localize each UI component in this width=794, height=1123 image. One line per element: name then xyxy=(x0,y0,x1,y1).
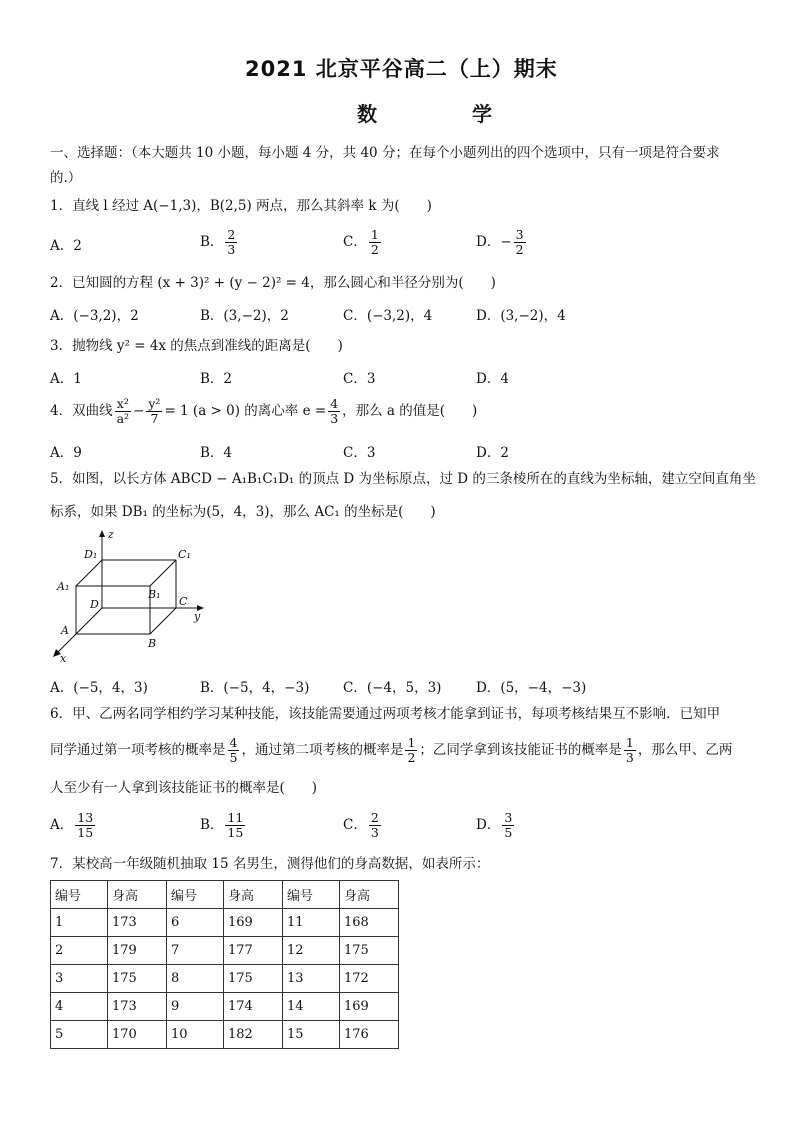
table-row xyxy=(51,993,399,1021)
table-cell: 182 xyxy=(224,1021,283,1049)
q4-option-d: D．2 xyxy=(476,445,509,461)
q7-stem: 7．某校高一年级随机抽取 15 名男生，测得他们的身高数据，如表所示： xyxy=(50,856,490,872)
table-cell: 3 xyxy=(51,965,108,993)
edge-bc xyxy=(150,608,176,634)
label-y: y xyxy=(194,610,201,623)
table-cell: 175 xyxy=(108,965,167,993)
q5-option-c: C．(−4，5，3) xyxy=(343,680,442,696)
q5-line1: 5．如图，以长方体 ABCD − A₁B₁C₁D₁ 的顶点 D 为坐标原点，过 D 的三条棱所在的直线为坐标轴，建立空间直角坐 xyxy=(50,471,756,487)
label-c1: C₁ xyxy=(178,548,191,561)
table-cell: 8 xyxy=(167,965,224,993)
table-cell: 4 xyxy=(51,993,108,1021)
q1-option-a: A．2 xyxy=(50,238,82,254)
q5-option-b: B．(−5，4，−3) xyxy=(200,680,310,696)
table-row xyxy=(51,937,399,965)
q3-option-b: B．2 xyxy=(200,371,233,387)
table-cell: 10 xyxy=(167,1021,224,1049)
q1-option-c: C． $\frac{1}{2}$ xyxy=(343,227,379,257)
q4-stem: 4．双曲线 $\frac{\text{x²}}{\text{a²}}$ − $\frac{\text{y²}}{7}$ = 1 (a > 0) 的离心率 e = $\frac{4}{3}$ ，那么 a 的值是( ) xyxy=(50,396,478,426)
front-face xyxy=(76,586,150,634)
table-row xyxy=(51,909,399,937)
q2-option-c: C．(−3,2)，4 xyxy=(343,308,433,324)
q6-line1: 6．甲、乙两名同学相约学习某种技能，该技能需要通过两项考核才能拿到证书，每项考核结果互不影响．已知甲 xyxy=(50,706,721,722)
table-header-cell: 编号 xyxy=(51,881,108,909)
table-cell: 14 xyxy=(283,993,340,1021)
z-axis-arrow xyxy=(99,530,105,537)
table-cell: 179 xyxy=(108,937,167,965)
table-cell: 174 xyxy=(224,993,283,1021)
label-d1: D₁ xyxy=(84,548,98,561)
section-intro-line1: 一、选择题：（本大题共 10 小题，每小题 4 分，共 40 分；在每个小题列出的四个选项中，只有一项是符合要求 xyxy=(50,145,720,161)
table-header-cell: 身高 xyxy=(224,881,283,909)
page-title: 2021 北京平谷高二（上）期末 xyxy=(245,57,558,81)
table-row xyxy=(51,965,399,993)
table-header-cell: 编号 xyxy=(283,881,340,909)
table-cell: 175 xyxy=(340,937,399,965)
q1-option-b: B． $\frac{2}{3}$ xyxy=(200,227,236,257)
label-a: A xyxy=(61,624,69,637)
label-a1: A₁ xyxy=(57,580,70,593)
table-cell: 176 xyxy=(340,1021,399,1049)
table-cell: 6 xyxy=(167,909,224,937)
table-cell: 13 xyxy=(283,965,340,993)
table-cell: 168 xyxy=(340,909,399,937)
label-x: x xyxy=(60,652,67,665)
table-header-cell: 编号 xyxy=(167,881,224,909)
q6-line2: 同学通过第一项考核的概率是 $\frac{4}{5}$ ，通过第二项考核的概率是 $\frac{1}{2}$ ；乙同学拿到该技能证书的概率是 $\frac{1}{3}$ ，那么甲、乙两 xyxy=(50,735,733,765)
q3-option-d: D．4 xyxy=(476,371,509,387)
q5-option-a: A．(−5，4，3) xyxy=(50,680,148,696)
label-b: B xyxy=(148,637,157,650)
q6-line3: 人至少有一人拿到该技能证书的概率是( ) xyxy=(50,780,318,796)
subject-title: 数 学 xyxy=(357,102,536,126)
q5-line2: 标系，如果 DB₁ 的坐标为(5，4，3)，那么 AC₁ 的坐标是( ) xyxy=(50,504,436,520)
q2-option-b: B．(3,−2)，2 xyxy=(200,308,289,324)
table-cell: 169 xyxy=(340,993,399,1021)
edge-b1c1 xyxy=(150,560,176,586)
q4-option-c: C．3 xyxy=(343,445,376,461)
table-header-cell: 身高 xyxy=(108,881,167,909)
table-cell: 177 xyxy=(224,937,283,965)
height-table xyxy=(50,880,399,1049)
q6-option-c: C． $\frac{2}{3}$ xyxy=(343,810,379,840)
q2-stem: 2．已知圆的方程 (x + 3)² + (y − 2)² = 4，那么圆心和半径分别为( ) xyxy=(50,275,496,291)
q1-stem: 1．直线 l 经过 A(−1,3)，B(2,5) 两点，那么其斜率 k 为( ) xyxy=(50,198,432,214)
table-cell: 1 xyxy=(51,909,108,937)
q3-option-a: A．1 xyxy=(50,371,82,387)
q6-option-a: A． $\frac{13}{15}$ xyxy=(50,810,94,840)
section-intro-line2: 的.） xyxy=(50,170,82,186)
label-z: z xyxy=(108,528,114,541)
table-header-row xyxy=(51,881,399,909)
table-cell: 15 xyxy=(283,1021,340,1049)
table-cell: 12 xyxy=(283,937,340,965)
table-cell: 11 xyxy=(283,909,340,937)
q4-option-a: A．9 xyxy=(50,445,82,461)
q4-option-b: B．4 xyxy=(200,445,233,461)
table-cell: 175 xyxy=(224,965,283,993)
label-d: D xyxy=(90,598,99,611)
label-c: C xyxy=(179,595,188,608)
table-cell: 173 xyxy=(108,993,167,1021)
label-b1: B₁ xyxy=(148,588,161,601)
table-cell: 173 xyxy=(108,909,167,937)
table-cell: 172 xyxy=(340,965,399,993)
table-header-cell: 身高 xyxy=(340,881,399,909)
q1-option-d: D．− $\frac{3}{2}$ xyxy=(476,227,524,257)
q2-option-a: A．(−3,2)，2 xyxy=(50,308,139,324)
table-cell: 170 xyxy=(108,1021,167,1049)
table-row xyxy=(51,1021,399,1049)
edge-a1d1 xyxy=(76,560,102,586)
table-cell: 2 xyxy=(51,937,108,965)
q3-stem: 3．抛物线 y² = 4x 的焦点到准线的距离是( ) xyxy=(50,338,343,354)
q5-box-figure xyxy=(48,528,218,668)
q5-option-d: D．(5，−4，−3) xyxy=(476,680,587,696)
q2-option-d: D．(3,−2)，4 xyxy=(476,308,566,324)
table-cell: 9 xyxy=(167,993,224,1021)
table-cell: 5 xyxy=(51,1021,108,1049)
table-cell: 169 xyxy=(224,909,283,937)
q6-option-b: B． $\frac{11}{15}$ xyxy=(200,810,244,840)
table-cell: 7 xyxy=(167,937,224,965)
q6-option-d: D． $\frac{3}{5}$ xyxy=(476,810,513,840)
q3-option-c: C．3 xyxy=(343,371,376,387)
